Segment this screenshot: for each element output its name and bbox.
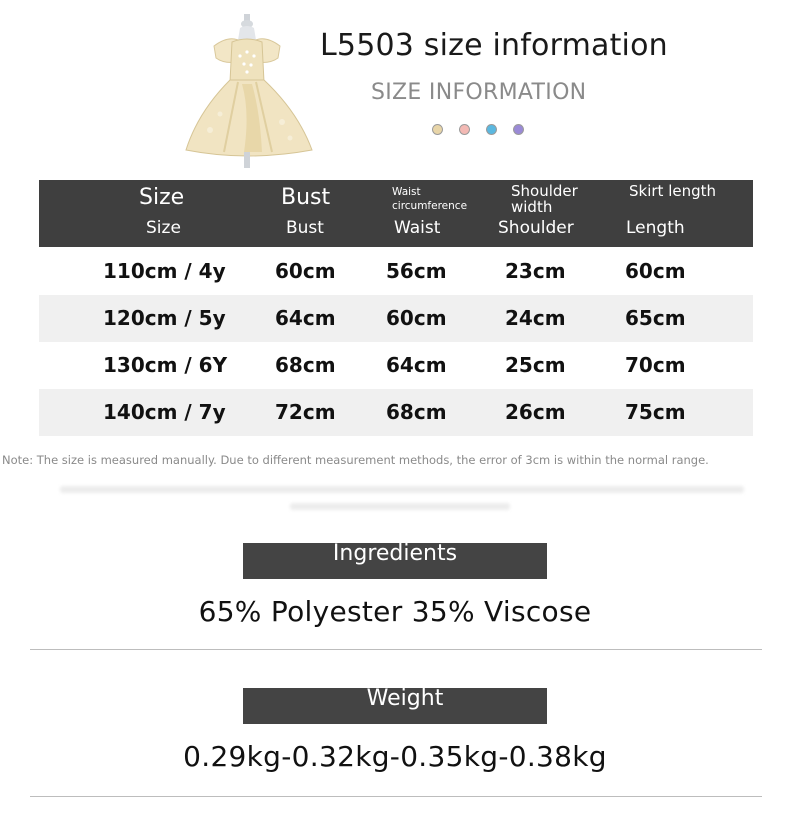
cell-length: 65cm xyxy=(625,306,686,330)
color-swatch-pink[interactable] xyxy=(459,124,470,135)
color-swatch-blue[interactable] xyxy=(486,124,497,135)
table-row xyxy=(39,295,753,342)
cell-length: 70cm xyxy=(625,353,686,377)
cell-bust: 68cm xyxy=(275,353,336,377)
color-swatch-beige[interactable] xyxy=(432,124,443,135)
subheader-bust: Bust xyxy=(286,218,324,238)
subheader-size: Size xyxy=(146,218,181,238)
header-size: Size xyxy=(139,185,185,210)
cell-size: 120cm / 5y xyxy=(103,306,226,330)
table-row xyxy=(39,342,753,389)
blurred-text-line xyxy=(60,486,744,493)
cell-length: 60cm xyxy=(625,259,686,283)
subheader-shoulder: Shoulder xyxy=(498,218,574,238)
ingredients-label: Ingredients xyxy=(243,543,547,579)
cell-waist: 64cm xyxy=(386,353,447,377)
weight-value: 0.29kg-0.32kg-0.35kg-0.38kg xyxy=(183,740,607,773)
subheader-length: Length xyxy=(626,218,685,238)
cell-bust: 60cm xyxy=(275,259,336,283)
cell-shoulder: 26cm xyxy=(505,400,566,424)
measurement-note: Note: The size is measured manually. Due to different measurement methods, the error of 3cm is within the normal range. xyxy=(2,453,709,467)
cell-bust: 64cm xyxy=(275,306,336,330)
cell-waist: 56cm xyxy=(386,259,447,283)
blurred-text-line xyxy=(290,503,510,510)
subheader-waist: Waist xyxy=(394,218,441,238)
divider xyxy=(30,796,762,797)
cell-bust: 72cm xyxy=(275,400,336,424)
weight-label: Weight xyxy=(243,688,547,724)
header-waist: Waist circumference xyxy=(392,186,468,212)
header-length: Skirt length xyxy=(629,182,717,200)
cell-size: 130cm / 6Y xyxy=(103,353,228,377)
cell-length: 75cm xyxy=(625,400,686,424)
page-subtitle: SIZE INFORMATION xyxy=(371,80,587,105)
header-bust: Bust xyxy=(281,185,331,210)
ingredients-value: 65% Polyester 35% Viscose xyxy=(198,595,592,628)
page-title: L5503 size information xyxy=(320,28,668,63)
cell-size: 110cm / 4y xyxy=(103,259,226,283)
table-row xyxy=(39,389,753,436)
color-swatch-purple[interactable] xyxy=(513,124,524,135)
header-shoulder: Shoulder width xyxy=(511,182,578,216)
divider xyxy=(30,649,762,650)
cell-waist: 60cm xyxy=(386,306,447,330)
table-row xyxy=(39,248,753,295)
cell-shoulder: 24cm xyxy=(505,306,566,330)
cell-shoulder: 25cm xyxy=(505,353,566,377)
dress-product-image xyxy=(180,12,320,170)
table-header xyxy=(39,180,753,247)
cell-size: 140cm / 7y xyxy=(103,400,226,424)
cell-shoulder: 23cm xyxy=(505,259,566,283)
cell-waist: 68cm xyxy=(386,400,447,424)
